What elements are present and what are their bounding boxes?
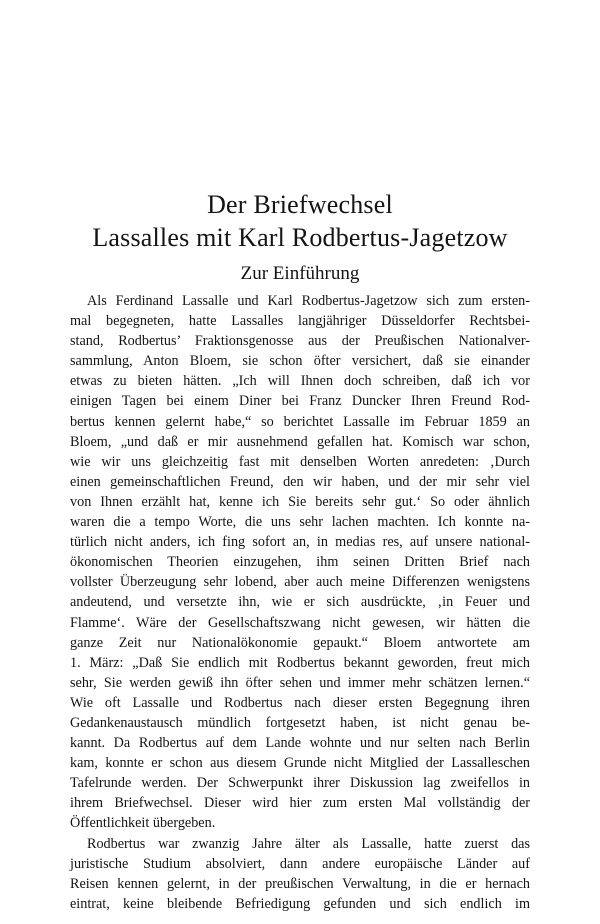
chapter-title-line-1: Der Briefwechsel — [207, 190, 393, 219]
text-line: mal begegneten, hatte Lassalles langjähriger Düsseldorfer Rechtsbei- — [70, 313, 530, 330]
text-line: sehr, Sie werden gewiß ihn öfter sehen und immer mehr schätzen lernen.“ — [70, 674, 530, 691]
text-line: ganze Zeit nur Nationalökonomie gepaukt.“ Bloem antwortete am — [70, 634, 530, 651]
text-line: stand, Rodbertus’ Fraktionsgenosse aus der Preußischen Nationalver- — [70, 333, 530, 350]
body-text — [70, 291, 530, 914]
chapter-title-line-2: Lassalles mit Karl Rodbertus-Jagetzow — [92, 223, 508, 252]
text-line: sammlung, Anton Bloem, sie schon öfter versichert, daß sie einander — [70, 353, 530, 370]
text-line: von Ihnen erzählt hat, kenne ich Sie bereits sehr gut.‘ So oder ähnlich — [70, 493, 530, 510]
text-line: Wie oft Lassalle und Rodbertus nach dieser ersten Begegnung ihren — [70, 694, 530, 711]
text-line: Tafelrunde werden. Der Schwerpunkt ihrer Diskussion lag zweifellos in — [70, 775, 530, 792]
text-line: ökonomischen Theorien einzugehen, ihm seinen Dritten Brief nach — [70, 554, 530, 571]
text-line: kannt. Da Rodbertus auf dem Lande wohnte und nur selten nach Berlin — [70, 735, 530, 752]
text-line: bertus kennen gelernt habe,“ so berichtet Lassalle im Februar 1859 an — [70, 413, 530, 430]
text-line: einigen Tagen bei einem Diner bei Franz Duncker Ihren Freund Rod- — [70, 393, 530, 410]
text-line: 1. März: „Daß Sie endlich mit Rodbertus bekannt geworden, freut mich — [70, 654, 530, 671]
text-line: einen gemeinschaftlichen Freund, den wir haben, und der mir sehr viel — [70, 473, 530, 490]
text-line: ihrem Briefwechsel. Dieser wird hier zum ersten Mal vollständig der — [70, 795, 530, 812]
text-line: Reisen kennen gelernt, in der preußischen Verwaltung, in die er hernach — [70, 875, 530, 892]
text-line: Rodbertus war zwanzig Jahre älter als Lassalle, hatte zuerst das — [87, 835, 530, 852]
text-line: wie wir uns gleichzeitig fast mit denselben Worten anredeten: ‚Durch — [70, 453, 530, 470]
text-line: Öffentlichkeit übergeben. — [70, 815, 216, 832]
text-line: vollster Überzeugung sehr lobend, aber auch meine Differenzen wenigstens — [70, 574, 530, 591]
chapter-title — [0, 188, 600, 254]
text-line: Bloem, „und daß er mir ausnehmend gefallen hat. Komisch war schon, — [70, 433, 530, 450]
text-line: juristische Studium absolviert, dann andere europäische Länder auf — [70, 855, 530, 872]
paragraph — [70, 291, 530, 834]
text-line: Gedankenaustausch mündlich fortgesetzt haben, ist nicht genau be- — [70, 714, 530, 731]
text-line: andeutend, und versetzte ihn, wie er sich ausdrückte, ‚in Feuer und — [70, 594, 530, 611]
text-line: waren die a tempo Worte, die uns sehr lachen machten. Ich konnte na- — [70, 514, 530, 531]
text-line: eintrat, keine bleibende Befriedigung gefunden und sich endlich im — [70, 895, 530, 912]
text-line: etwas zu bieten hätten. „Ich will Ihnen doch schreiben, daß ich vor — [70, 373, 530, 390]
text-line: Flamme‘. Wäre der Gesellschaftszwang nicht gewesen, wir hätten die — [70, 614, 530, 631]
paragraph — [70, 834, 530, 914]
chapter-subtitle: Zur Einführung — [240, 263, 360, 284]
text-line: kam, konnte er schon aus diesem Grunde nicht Mitglied der Lassalleschen — [70, 755, 530, 772]
text-line: türlich nicht anders, ich fing sofort an, in medias res, auf unsere national- — [70, 534, 530, 551]
text-line: Als Ferdinand Lassalle und Karl Rodbertus-Jagetzow sich zum ersten- — [87, 293, 530, 309]
